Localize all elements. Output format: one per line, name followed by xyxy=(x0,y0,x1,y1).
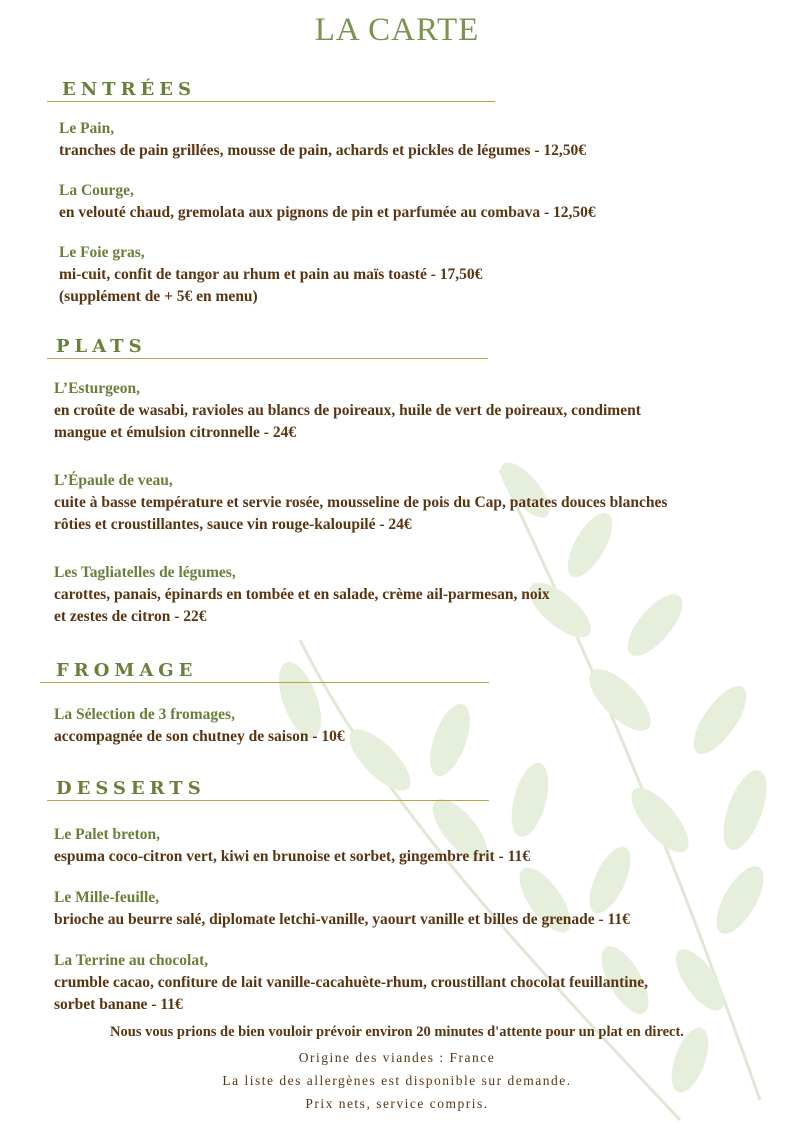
dish-description: tranches de pain grillées, mousse de pain, achards et pickles de légumes - 12,50€ xyxy=(59,142,586,159)
dish-name: Le Pain, xyxy=(59,120,115,137)
dish-name: La Terrine au chocolat, xyxy=(54,952,209,969)
section-heading: ENTRÉES xyxy=(62,79,196,100)
menu-item xyxy=(59,242,482,308)
page-title: LA CARTE xyxy=(314,12,480,48)
section-divider xyxy=(47,358,488,359)
section-heading: DESSERTS xyxy=(56,778,206,799)
menu-item xyxy=(54,470,667,536)
dish-description: (supplément de + 5€ en menu) xyxy=(59,288,258,305)
menu-item xyxy=(59,180,596,224)
dish-description: rôties et croustillantes, sauce vin rouge-kaloupilé - 24€ xyxy=(54,516,412,533)
dish-description: crumble cacao, confiture de lait vanille-cacahuète-rhum, croustillant chocolat feuillantine, xyxy=(54,974,648,991)
section-divider xyxy=(47,101,495,102)
dish-description: espuma coco-citron vert, kiwi en brunoise et sorbet, gingembre frit - 11€ xyxy=(54,848,530,865)
menu-item xyxy=(54,378,641,444)
dish-description: brioche au beurre salé, diplomate letchi-vanille, yaourt vanille et billes de grenade - 11€ xyxy=(54,911,630,928)
dish-name: Le Mille-feuille, xyxy=(54,889,160,906)
section-plats xyxy=(47,336,488,359)
menu-item xyxy=(54,562,550,628)
prices-note: Prix nets, service compris. xyxy=(305,1096,489,1111)
dish-name: Le Palet breton, xyxy=(54,826,161,843)
menu-item xyxy=(54,887,630,931)
dish-description: et zestes de citron - 22€ xyxy=(54,608,207,625)
dish-description: mangue et émulsion citronnelle - 24€ xyxy=(54,424,297,441)
waiting-time-note: Nous vous prions de bien vouloir prévoir environ 20 minutes d'attente pour un plat en direct. xyxy=(110,1024,684,1040)
dish-description: carottes, panais, épinards en tombée et en salade, crème ail-parmesan, noix xyxy=(54,586,550,603)
menu-item xyxy=(59,118,586,162)
menu-item xyxy=(54,950,648,1016)
allergens-note: La liste des allergènes est disponible sur demande. xyxy=(222,1073,572,1088)
dish-name: L’Épaule de veau, xyxy=(54,472,173,489)
section-desserts xyxy=(47,778,489,801)
dish-name: La Sélection de 3 fromages, xyxy=(54,706,235,723)
section-fromage xyxy=(40,660,489,683)
section-divider xyxy=(47,800,489,801)
dish-name: L’Esturgeon, xyxy=(54,380,140,397)
dish-description: accompagnée de son chutney de saison - 10€ xyxy=(54,728,345,745)
dish-name: Le Foie gras, xyxy=(59,244,145,261)
dish-description: sorbet banane - 11€ xyxy=(54,996,183,1013)
dish-description: cuite à basse température et servie rosée, mousseline de pois du Cap, patates douces blanches xyxy=(54,494,668,511)
section-heading: FROMAGE xyxy=(56,660,198,681)
dish-description: en velouté chaud, gremolata aux pignons de pin et parfumée au combava - 12,50€ xyxy=(59,204,596,221)
meat-origin-note: Origine des viandes : France xyxy=(298,1050,496,1065)
section-heading: PLATS xyxy=(56,336,147,357)
dish-name: Les Tagliatelles de légumes, xyxy=(54,564,236,581)
section-divider xyxy=(40,682,489,683)
menu-item xyxy=(54,704,345,748)
dish-description: mi-cuit, confit de tangor au rhum et pain au maïs toasté - 17,50€ xyxy=(59,266,483,283)
section-entrees xyxy=(47,79,495,102)
menu-item xyxy=(54,824,530,868)
dish-description: en croûte de wasabi, ravioles au blancs de poireaux, huile de vert de poireaux, condiment xyxy=(54,402,641,419)
dish-name: La Courge, xyxy=(59,182,134,199)
